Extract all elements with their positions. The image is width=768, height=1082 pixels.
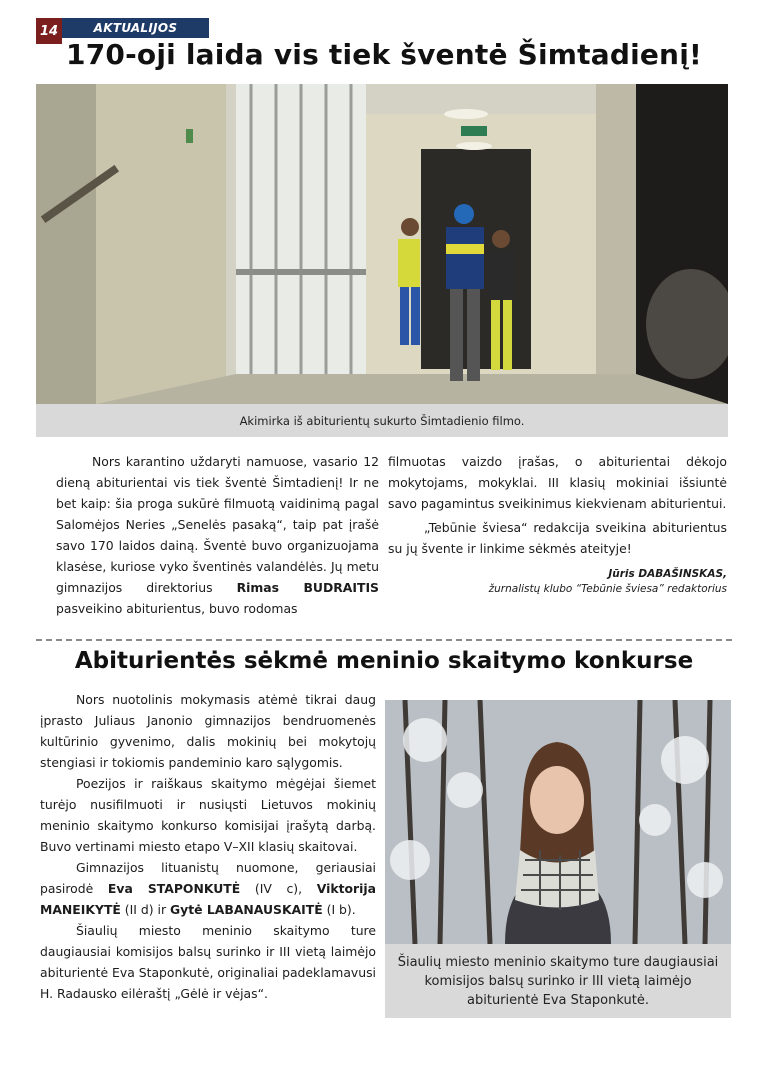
paragraph-text: (I b). [322,902,356,917]
photo-caption: Akimirka iš abiturientų sukurto Šimtadienio filmo. [36,404,728,437]
photo-caption [385,944,731,1018]
article-photo-hallway [36,84,728,404]
paragraph: Poezijos ir raiškaus skaitymo mėgėjai šiemet turėjo nusifilmuoti ir nusiųsti Lietuvos mokinių meninio skaitymo konkurso komisijai įrašytą darbą. Buvo vertinami miesto etapo V–XII klasių skaitovai. [40,776,376,854]
author-role: žurnalistų klubo “Tebūnie šviesa” redaktorius [488,583,727,595]
winner-name: Eva STAPONKUTĖ [107,881,241,896]
photo-caption-text: Šiaulių miesto meninio skaitymo ture daugiausiai komisijos balsų surinko ir III vietą laimėjo abiturientė Eva Staponkutė. [397,954,719,1008]
article-title: Abiturientės sėkmė meninio skaitymo konkurse [74,648,694,674]
paragraph-text: pasveikino abiturientus, buvo rodomas [56,601,298,616]
article-column-left [56,451,379,619]
paragraph-text: Gimnazijos lituanistų nuomone, geriausiai pasirodė [40,860,376,896]
article-column-left [40,689,376,1004]
paragraph: filmuotas vaizdo įrašas, o abiturientai dėkojo mokytojams, mokyklai. III klasių mokiniai išsiuntė savo pagamintus sveikinimus kiekvienam abiturientui. [388,454,727,511]
article-title: 170-oji laida vis tiek šventė Šimtadienį! [66,38,702,71]
winner-name: Gytė LABANAUSKAITĖ [170,902,323,917]
article-column-right [388,451,727,597]
page-number: 14 [36,18,62,44]
paragraph-text: Nors karantino uždaryti namuose, vasario 12 dieną abiturientai vis tiek šventė Šimtadienį! Ir ne bet kaip: šia proga sukūrė filmuotą vaidinimą pagal Salomėjos Neries „Senelės pasaką“, taip pat įrašė savo 170 laidos dainą. Šventė buvo organizuojama klasėse, kuriose vyko šventinės valandėlės. Jų metu gimnazijos direktorius [56,454,379,595]
section-divider [36,639,732,641]
portrait-photo [385,700,731,944]
paragraph [40,857,376,920]
winner-name: Viktorija MANEIKYTĖ [40,881,376,917]
paragraph: „Tebūnie šviesa“ redakcija sveikina abiturientus su jų švente ir linkime sėkmės ateityje! [388,520,727,556]
section-tag: AKTUALIJOS [62,18,209,38]
author-signature [388,567,727,597]
paragraph-text: (IV c), [240,881,317,896]
paragraph: Nors nuotolinis mokymasis atėmė tikrai daug įprasto Juliaus Janonio gimnazijos bendruomenės kultūrinio gyvenimo, dalis mokinių bei mokytojų stengiasi ir tokiomis pandeminio karo sąlygomis. [40,692,376,770]
paragraph: Šiaulių miesto meninio skaitymo ture daugiausiai komisijos balsų surinko ir III vietą laimėjo abiturientė Eva Staponkutė, originaliai padeklamavusi H. Radausko eilėraštį „Gėlė ir vėjas“. [40,923,376,1001]
author-name: Jūris DABAŠINSKAS, [608,568,727,580]
director-name: Rimas BUDRAITIS [236,580,379,595]
paragraph-text: (II d) ir [120,902,170,917]
